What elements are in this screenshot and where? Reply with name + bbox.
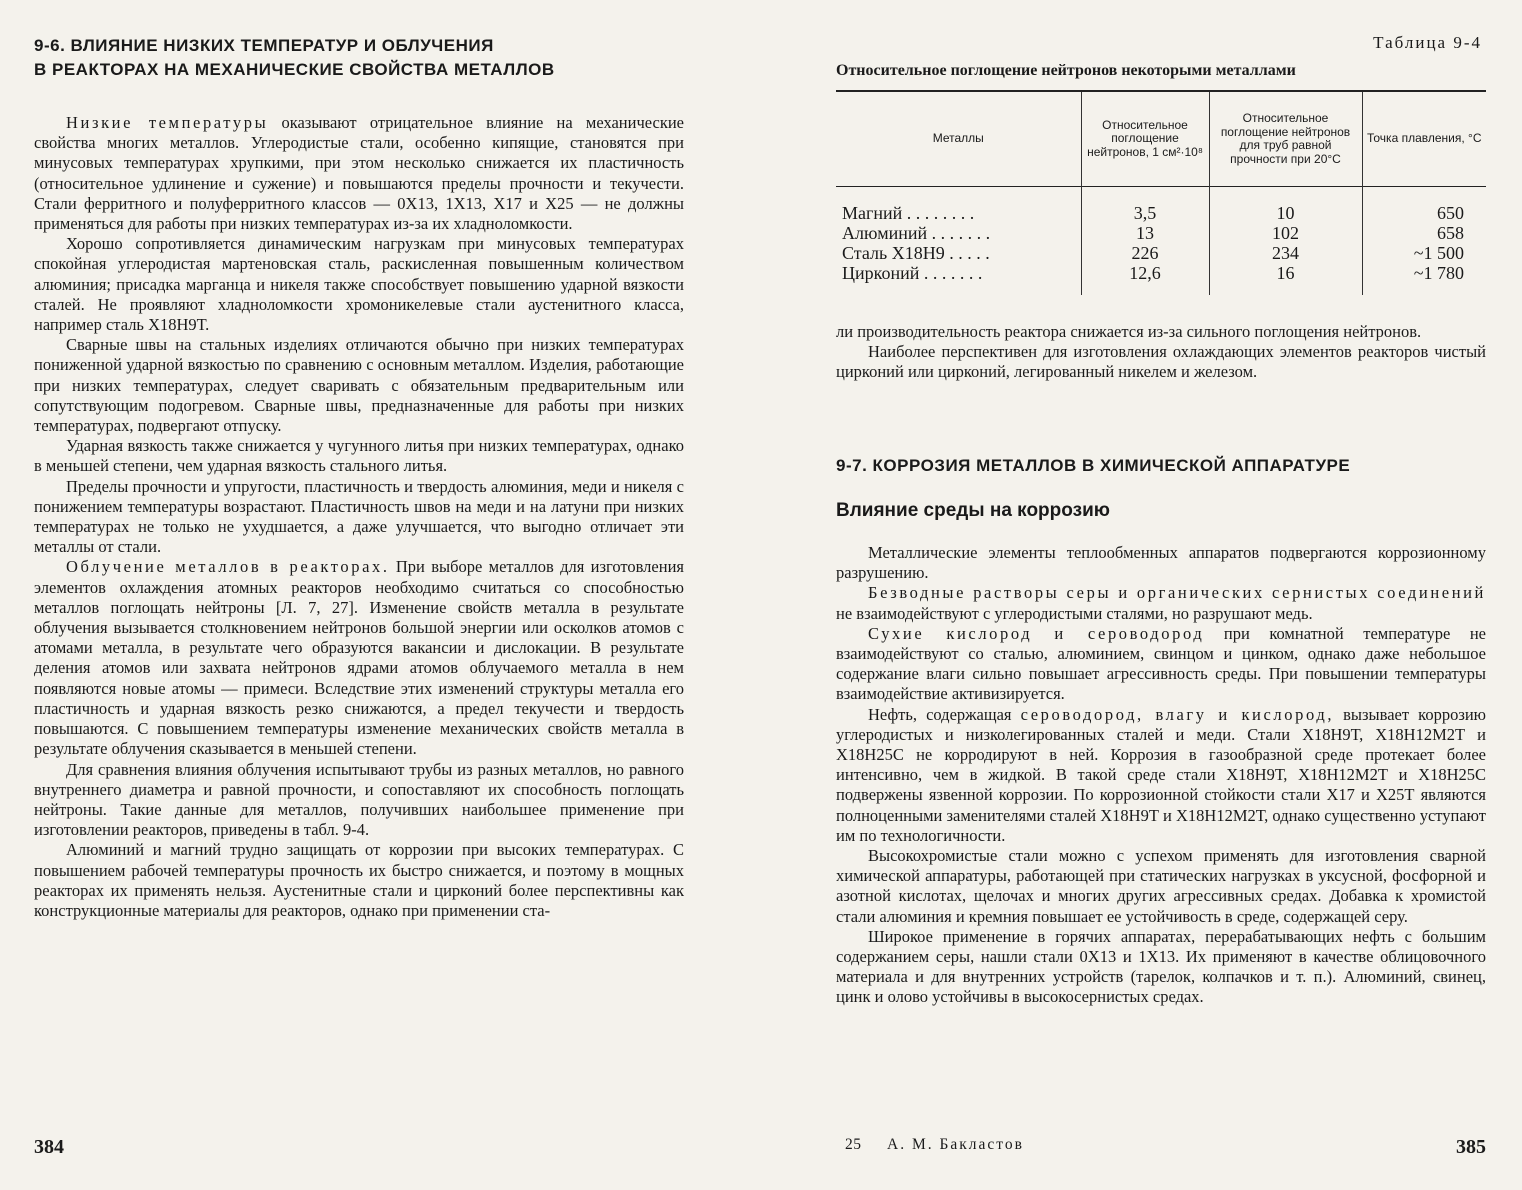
header-cell: Металлы — [932, 131, 984, 146]
paragraph: Наиболее перспективен для изготовления охлаждающих элементов реакторов чистый цирконий или цирконий, легированный никелем и железом. — [836, 342, 1486, 382]
table-title: Относительное поглощение нейтронов некоторыми металлами — [836, 62, 1296, 79]
right-page — [761, 0, 1522, 1190]
page-number: 385 — [1456, 1136, 1486, 1158]
table-row — [836, 223, 1486, 243]
paragraph: Сухие кислород и сероводород при комнатной температуре не взаимодействуют со сталью, алюминием, свинцом и цинком, однако даже небольшое содержание влаги сильно повышает агрессивность среды. При повышении температуры взаимодействие активизируется. — [836, 623, 1486, 704]
paragraph: Металлические элементы теплообменных аппаратов подвергаются коррозионному разрушению. — [836, 543, 1486, 583]
paragraph: Нефть, содержащая сероводород, влагу и кислород, вызывает коррозию углеродистых и низколегированных сталей и меди. Стали Х18Н9Т, Х18Н12М2Т и Х18Н25С не корродируют в ней. Коррозия в газообразной среде протекает более интенсивно, чем в жидкой. В такой среде стали Х18Н9Т, Х18Н12М2Т и Х18Н25С подвержены язвенной коррозии. По коррозионной стойкости стали Х17 и Х25Т являются полноценными заменителями сталей Х18Н9Т и Х18Н12М2Т, однако существенно уступают им по технологичности. — [836, 704, 1486, 845]
paragraph: Низкие температуры оказывают отрицательное влияние на механические свойства многих металлов. Углеродистые стали, особенно кипящие, становятся при минусовых температурах хрупкими, при этом несколько снижается их пластичность (относительное удлинение и сужение) и повышаются пределы прочности и текучести. Стали ферритного и полуферритного классов — 0Х13, 1Х13, Х17 и Х25 — не должны применяться для работы при низких температурах из-за их хладноломкости. — [34, 113, 684, 234]
section-title — [34, 34, 694, 82]
table-cell: ~1 780 — [1362, 263, 1486, 295]
footer-signature: 25 — [845, 1136, 862, 1153]
spaced-term: Низкие температуры — [66, 113, 269, 132]
paragraph: Хорошо сопротивляется динамическим нагрузкам при минусовых температурах спокойная углеродистая мартеновская сталь, раскисленная повышенным количеством алюминия; присадка марганца и никеля также способствует повышению ударной вязкости сталей. Не проявляют хладноломкости хромоникелевые стали аустенитного класса, например сталь Х18Н9Т. — [34, 234, 684, 335]
table-cell: Цирконий . . . . . . . — [842, 263, 983, 283]
spaced-term: Сухие кислород и сероводород — [868, 623, 1205, 643]
table-cell: 650 — [1362, 187, 1486, 224]
paragraph: Широкое применение в горячих аппаратах, перерабатывающих нефть с большим содержанием серы, нашли стали 0Х13 и 1Х13. Их применяют в качестве облицовочного материала и для внутренних устройств (тарелок, колпачков и т. п.). Алюминий, свинец, цинк и олово устойчивы в высокосернистых средах. — [836, 926, 1486, 1007]
table-cell: 10 — [1209, 187, 1362, 224]
paragraph: Сварные швы на стальных изделиях отличаются обычно при низких температурах пониженной ударной вязкостью по сравнению с основным металлом. Изделия, работающие при низких температурах, следует сваривать с обязательным предварительным или сопутствующим подогревом. Сварные швы, предназначенные для работы при низких температурах, подвергают отпуску. — [34, 335, 684, 436]
page-number: 384 — [34, 1136, 64, 1158]
table-cell: 12,6 — [1081, 263, 1209, 295]
table-label: Таблица 9-4 — [1373, 33, 1482, 52]
table-cell: 13 — [1081, 223, 1209, 243]
spaced-term: сероводород, влагу и кислород, — [1020, 704, 1335, 724]
header-cell: Точка плавления, °С — [1362, 91, 1486, 187]
footer-author: А. М. Бакластов — [887, 1136, 1024, 1153]
spaced-term: Безводные растворы серы и органических сернистых соединений — [868, 583, 1486, 603]
table-cell: Магний . . . . . . . . — [842, 203, 975, 223]
paragraph: Для сравнения влияния облучения испытывают трубы из разных металлов, но равного внутреннего диаметра и равной прочности, и сопоставляют их способность поглощать нейтроны. Такие данные для металлов, получивших наибольшее применение при изготовлении реакторов, приведены в табл. 9-4. — [34, 759, 684, 840]
table-cell: Алюминий . . . . . . . — [842, 223, 991, 243]
table-cell: 16 — [1209, 263, 1362, 295]
section-title-line2: В РЕАКТОРАХ НА МЕХАНИЧЕСКИЕ СВОЙСТВА МЕТАЛЛОВ — [34, 60, 555, 79]
table-row — [836, 263, 1486, 295]
paragraph: Облучение металлов в реакторах. При выборе металлов для изготовления элементов охлаждения атомных реакторов необходимо считаться со способностью металлов поглощать нейтроны [Л. 7, 27]. Изменение свойств металла в результате облучения вызывается столкновением нейтронов большой энергии или осколков атомов с атомами металла, в результате чего образуются вакансии и дислокации. В результате деления атомов или захвата нейтронов ядрами атомов облучаемого металла в нем появляются новые атомы — примеси. Вследствие этих изменений структуры металла его пластичность и ударная вязкость резко снижаются, а предел текучести и твердость повышаются. С повышением температуры изменение механических свойств металла в результате облучения сказывается в меньшей степени. — [34, 557, 684, 759]
header-cell: Относительное поглощение нейтронов, 1 см²·10⁸ — [1081, 91, 1209, 187]
table-cell: 3,5 — [1081, 187, 1209, 224]
paragraph: Пределы прочности и упругости, пластичность и твердость алюминия, меди и никеля с понижением температуры возрастают. Пластичность швов на меди и на латуни при низких температурах не только не ухудшается, а даже улучшается, что выгодно отличает эти металлы от стали. — [34, 476, 684, 557]
paragraph: Высокохромистые стали можно с успехом применять для изготовления сварной химической аппаратуры, работающей при статических нагрузках в уксусной, фосфорной и азотной кислотах, щелочах и многих других агрессивных средах. Добавка к хромистой стали алюминия и кремния повышает ее устойчивость в среде, содержащей серу. — [836, 846, 1486, 926]
table-cell: 226 — [1081, 243, 1209, 263]
table-followup-text — [836, 322, 1486, 383]
paragraph: Алюминий и магний трудно защищать от коррозии при высоких температурах. С повышением рабочей температуры прочность их быстро снижается, и поэтому в мощных реакторах их применять нельзя. Аустенитные стали и цирконий более перспективны как конструкционные материалы для реакторов, однако при применении ста- — [34, 840, 684, 920]
spaced-term: Облучение металлов в реакторах. — [66, 557, 390, 577]
header-cell: Относительное поглощение нейтронов для труб равной прочности при 20°С — [1209, 91, 1362, 187]
section-title-line1: 9-6. ВЛИЯНИЕ НИЗКИХ ТЕМПЕРАТУР И ОБЛУЧЕНИЯ — [34, 36, 494, 55]
table-row — [836, 187, 1486, 224]
table-row — [836, 243, 1486, 263]
table-cell: 234 — [1209, 243, 1362, 263]
table-cell: Сталь Х18Н9 . . . . . — [842, 243, 990, 263]
paragraph: ли производительность реактора снижается из-за сильного поглощения нейтронов. — [836, 322, 1422, 341]
paragraph: Ударная вязкость также снижается у чугунного литья при низких температурах, однако в меньшей степени, чем ударная вязкость стального литья. — [34, 436, 684, 476]
table-header-row — [836, 91, 1486, 187]
section-title: 9-7. КОРРОЗИЯ МЕТАЛЛОВ В ХИМИЧЕСКОЙ АППАРАТУРЕ — [836, 456, 1351, 475]
table-cell: ~1 500 — [1362, 243, 1486, 263]
data-table — [836, 90, 1486, 295]
table-9-4 — [836, 90, 1486, 295]
table-cell: 102 — [1209, 223, 1362, 243]
subsection-title: Влияние среды на коррозию — [836, 500, 1110, 521]
right-body-text — [836, 543, 1486, 1008]
left-body-text — [34, 113, 684, 921]
paragraph: Безводные растворы серы и органических сернистых соединений не взаимодействуют с углеродистыми сталями, но разрушают медь. — [836, 583, 1486, 623]
table-cell: 658 — [1362, 223, 1486, 243]
